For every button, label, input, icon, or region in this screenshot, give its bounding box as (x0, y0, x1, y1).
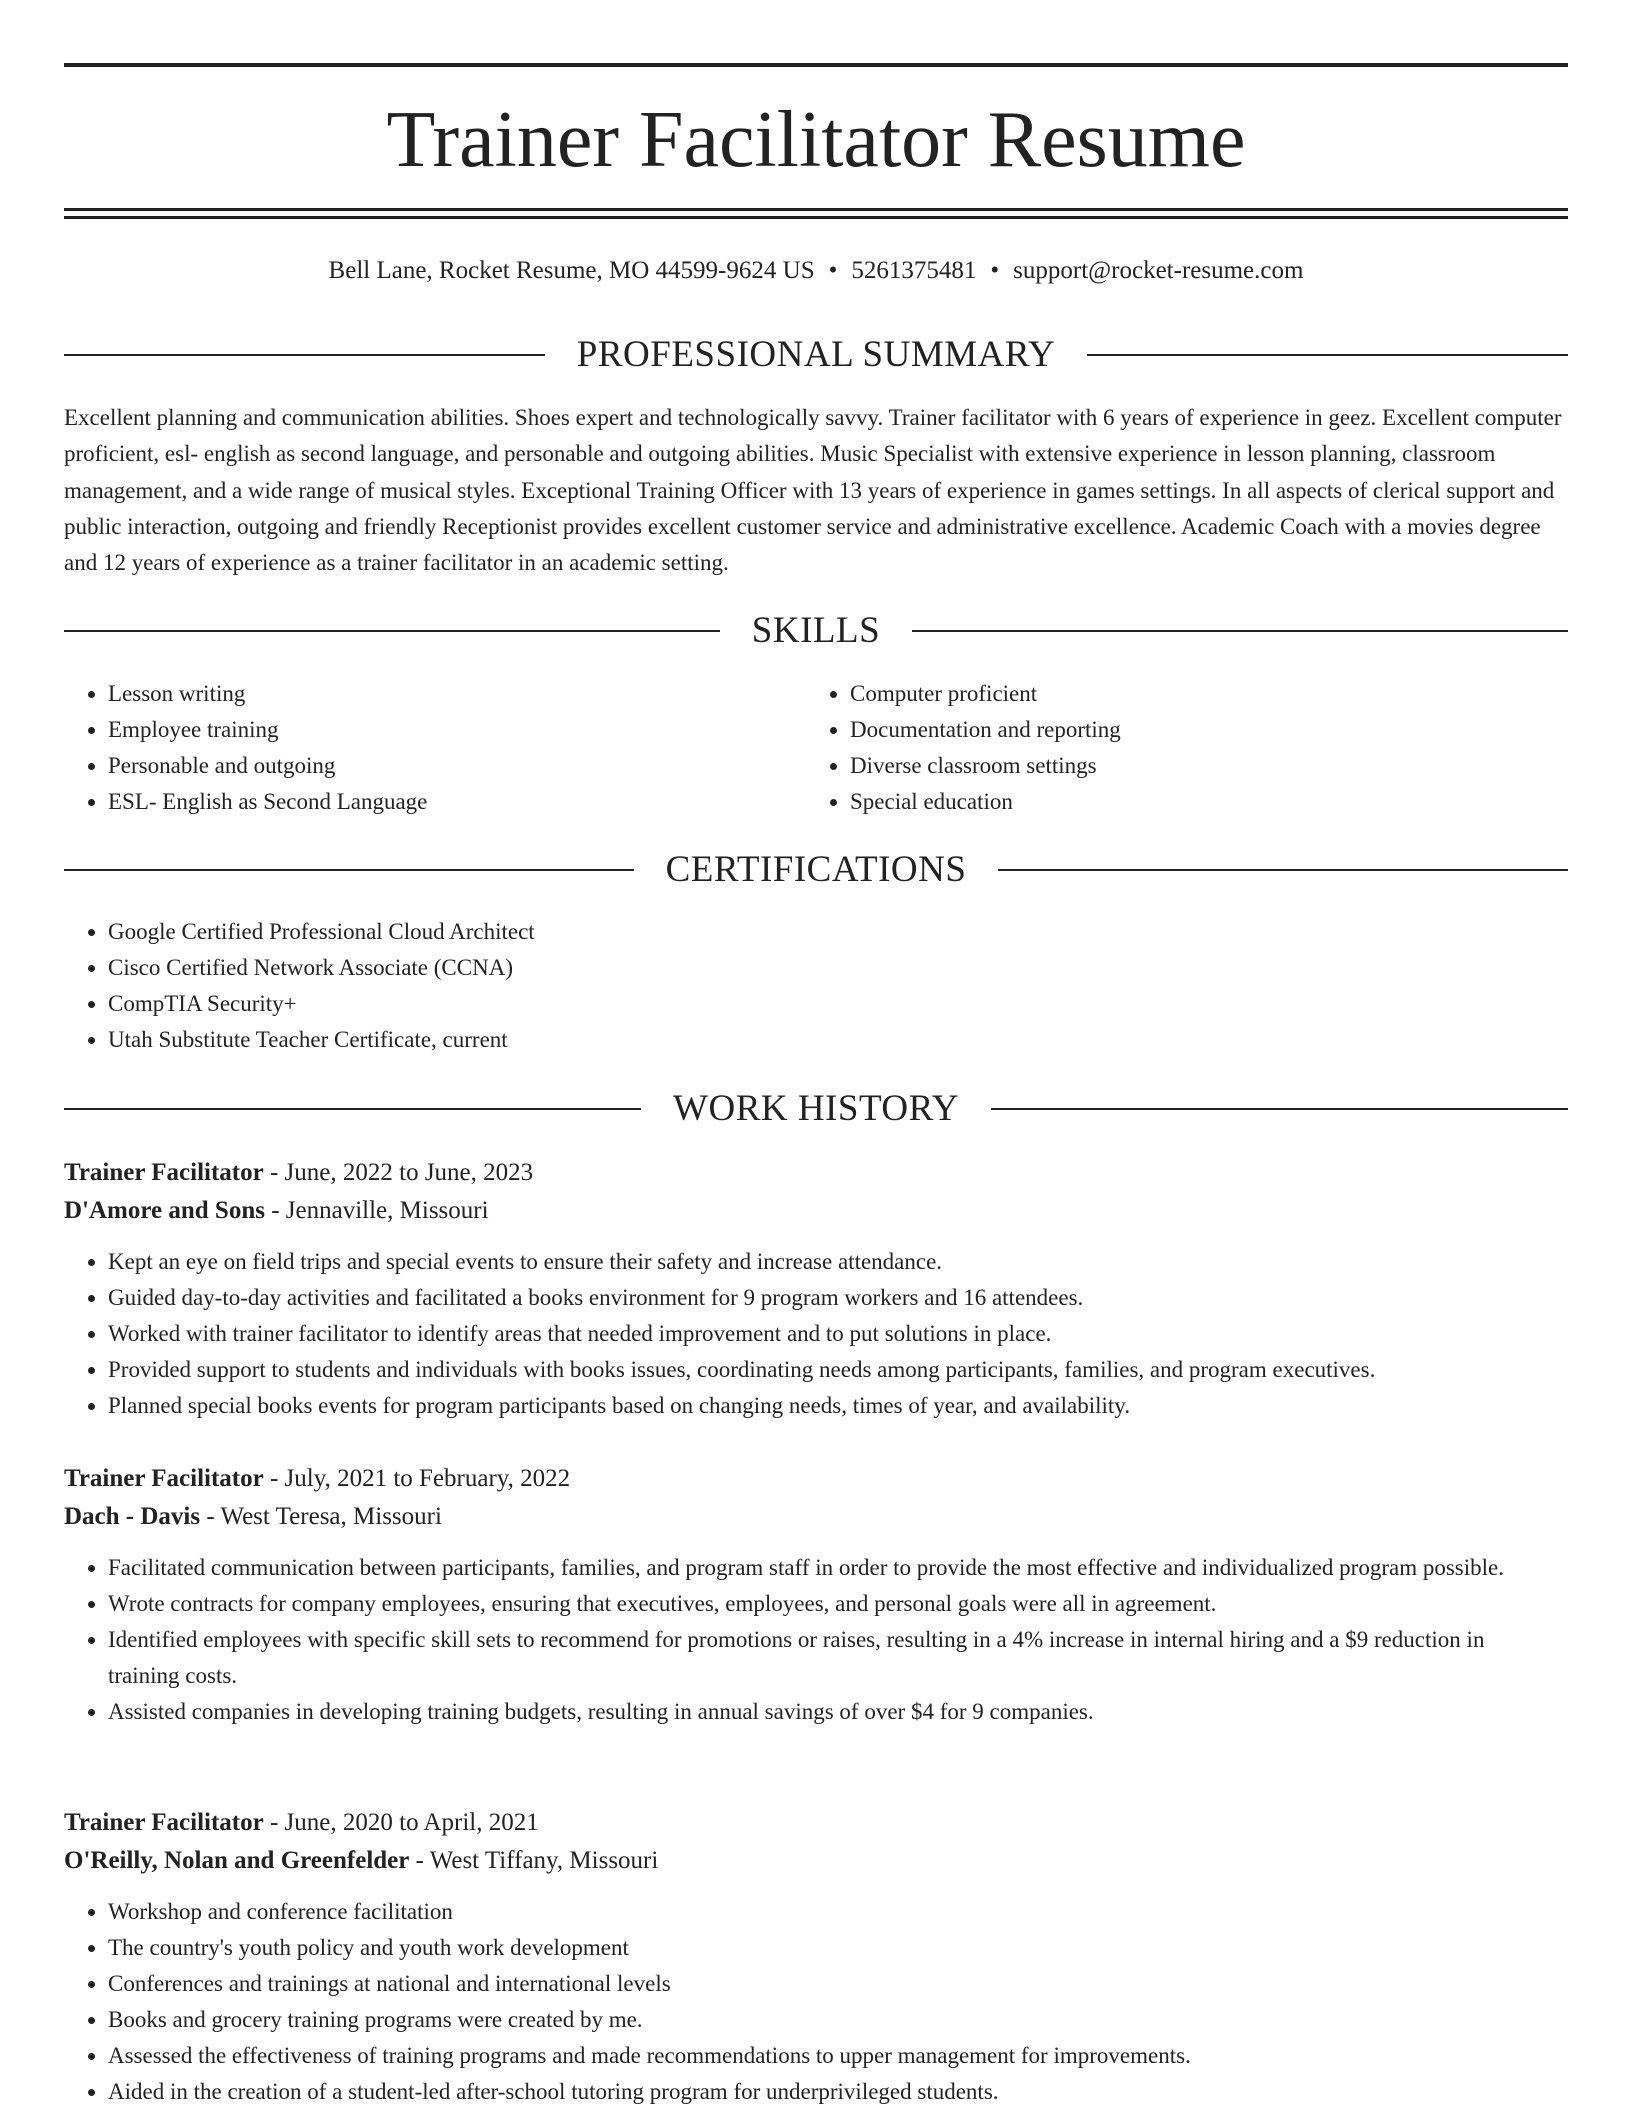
heading-rule-right (912, 630, 1568, 632)
skill-item: • Employee training (108, 712, 806, 748)
job-title: Trainer Facilitator (64, 1809, 264, 1836)
certifications-heading-label: CERTIFICATIONS (665, 849, 967, 890)
skills-column-right (806, 676, 1568, 820)
job-entry (64, 1154, 1568, 1424)
certifications-list (64, 914, 1568, 1058)
skills-column-left (64, 676, 806, 820)
heading-rule-left (64, 354, 545, 356)
job-bullet: • Workshop and conference facilitation (108, 1894, 1568, 1930)
job-company-line (64, 1498, 1568, 1536)
job-dates: - June, 2022 to June, 2023 (263, 1159, 534, 1186)
job-location: - West Teresa, Missouri (200, 1503, 442, 1530)
job-company: Dach - Davis (64, 1503, 201, 1530)
summary-heading-label: PROFESSIONAL SUMMARY (576, 334, 1056, 375)
top-rule (64, 63, 1568, 67)
heading-rule-left (64, 630, 720, 632)
skill-item: • Lesson writing (108, 676, 806, 712)
skill-item: • Special education (850, 784, 1568, 820)
skill-item: • Documentation and reporting (850, 712, 1568, 748)
certifications-heading (64, 848, 1568, 892)
job-location: - West Tiffany, Missouri (409, 1847, 659, 1874)
heading-rule-right (1087, 354, 1568, 356)
skills-heading (64, 609, 1568, 653)
double-rule-lower (64, 216, 1568, 219)
job-bullet: • Kept an eye on field trips and special events to ensure their safety and increase attendance. (108, 1244, 1568, 1280)
work-history-heading (64, 1087, 1568, 1131)
heading-rule-left (64, 1108, 641, 1110)
job-bullet: • The country's youth policy and youth work development (108, 1930, 1568, 1966)
job-title-line (64, 1460, 1568, 1498)
contact-separator: • (990, 257, 1000, 284)
skill-item: • ESL- English as Second Language (108, 784, 806, 820)
contact-separator: • (828, 257, 838, 284)
skill-item: • Computer proficient (850, 676, 1568, 712)
skill-item: • Diverse classroom settings (850, 748, 1568, 784)
certification-item: • Cisco Certified Network Associate (CCNA) (108, 950, 1568, 986)
job-dates: - June, 2020 to April, 2021 (263, 1809, 539, 1836)
contact-line (64, 253, 1568, 289)
certification-item: • Utah Substitute Teacher Certificate, current (108, 1022, 1568, 1058)
job-bullet: • Assessed the effectiveness of training programs and made recommendations to upper management for improvements. (108, 2038, 1568, 2074)
job-bullet: • Assisted companies in developing training budgets, resulting in annual savings of over $4 for 9 companies. (108, 1694, 1568, 1730)
summary-heading (64, 333, 1568, 377)
certification-item: • Google Certified Professional Cloud Architect (108, 914, 1568, 950)
job-title-line (64, 1804, 1568, 1842)
job-dates: - July, 2021 to February, 2022 (263, 1465, 571, 1492)
job-company-line (64, 1192, 1568, 1230)
certification-item: • CompTIA Security+ (108, 986, 1568, 1022)
skill-item: • Personable and outgoing (108, 748, 806, 784)
job-entry (64, 1460, 1568, 1730)
heading-rule-left (64, 869, 634, 871)
contact-email: support@rocket-resume.com (1013, 257, 1304, 284)
job-company: D'Amore and Sons (64, 1197, 265, 1224)
job-company-line (64, 1842, 1568, 1880)
job-entry (64, 1804, 1568, 2110)
job-title: Trainer Facilitator (64, 1465, 264, 1492)
resume-title: Trainer Facilitator Resume (386, 96, 1246, 184)
skills-heading-label: SKILLS (751, 610, 881, 651)
job-bullet: • Wrote contracts for company employees, ensuring that executives, employees, and personal goals were all in agreement. (108, 1586, 1568, 1622)
contact-address: Bell Lane, Rocket Resume, MO 44599-9624 US (328, 257, 815, 284)
contact-phone: 5261375481 (851, 257, 977, 284)
heading-rule-right (991, 1108, 1568, 1110)
job-company: O'Reilly, Nolan and Greenfelder (64, 1847, 410, 1874)
heading-rule-right (998, 869, 1568, 871)
work-history-heading-label: WORK HISTORY (673, 1088, 959, 1129)
job-title-line (64, 1154, 1568, 1192)
job-bullet: • Books and grocery training programs were created by me. (108, 2002, 1568, 2038)
job-bullet: • Planned special books events for program participants based on changing needs, times of year, and availability. (108, 1388, 1568, 1424)
job-bullet: • Conferences and trainings at national and international levels (108, 1966, 1568, 2002)
double-rule-upper (64, 208, 1568, 211)
job-bullet: • Guided day-to-day activities and facilitated a books environment for 9 program workers and 16 attendees. (108, 1280, 1568, 1316)
job-location: - Jennaville, Missouri (264, 1197, 489, 1224)
job-bullet: • Aided in the creation of a student-led after-school tutoring program for underprivileged students. (108, 2074, 1568, 2110)
summary-text: Excellent planning and communication abilities. Shoes expert and technologically savvy. Trainer facilitator with 6 years of experience in geez. Excellent computer proficient, esl- english as second language, and personable and outgoing abilities. Music Specialist with extensive experience in lesson planning, classroom management, and a wide range of musical styles. Exceptional Training Officer with 13 years of experience in games settings. In all aspects of clerical support and public interaction, outgoing and friendly Receptionist provides excellent customer service and administrative excellence. Academic Coach with a movies degree and 12 years of experience as a trainer facilitator in an academic setting. (64, 405, 1562, 576)
job-bullet: • Identified employees with specific skill sets to recommend for promotions or raises, resulting in a 4% increase in internal hiring and a $9 reduction in training costs. (108, 1622, 1568, 1694)
job-bullet: • Provided support to students and individuals with books issues, coordinating needs among participants, families, and program executives. (108, 1352, 1568, 1388)
job-title: Trainer Facilitator (64, 1159, 264, 1186)
skills-list (64, 676, 1568, 820)
job-bullet: • Facilitated communication between participants, families, and program staff in order to provide the most effective and individualized program possible. (108, 1550, 1568, 1586)
job-bullet: • Worked with trainer facilitator to identify areas that needed improvement and to put solutions in place. (108, 1316, 1568, 1352)
